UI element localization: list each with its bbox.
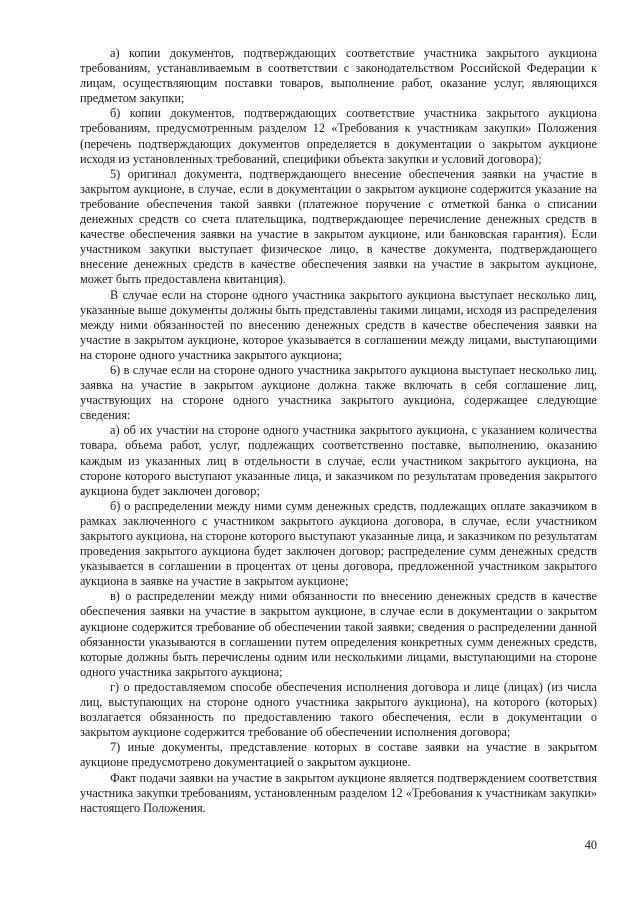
paragraph-item-b-payment-distribution: б) о распределении между ними сумм денежных средств, подлежащих оплате заказчиком в рамках заключенного с участником закрытого аукциона договора, в случае, если участником закрытого аукциона, на стороне которого выступают указанные лица, и заказчиком по результатам проведения закрытого аукциона будет заключен договор; распределение сумм денежных средств указывается в соглашении в процентах от цены договора, предложенной участником закрытого аукциона в заявке на участие в закрытом аукционе;	[80, 498, 597, 589]
paragraph-item-b-copies-section-12: б) копии документов, подтверждающих соответствие участника закрытого аукциона требованиям, предусмотренным разделом 12 «Требования к участникам закупки» Положения (перечень подтверждающих документов определяется в документации о закрытом аукционе исходя из установленных требований, специфики объекта закупки и условий договора);	[80, 106, 597, 166]
paragraph-submission-fact: Факт подачи заявки на участие в закрытом аукционе является подтверждением соответствия участника закупки требованиям, установленным разделом 12 «Требования к участникам закупки» настоящего Положения.	[80, 770, 597, 815]
paragraph-multiple-persons-documents: В случае если на стороне одного участника закрытого аукциона выступает несколько лиц, указанные выше документы должны быть представлены такими лицами, исходя из распределения между ними обязанностей по внесению денежных средств в качестве обеспечения заявки на участие в закрытом аукционе, которое указывается в соглашении между лицами, выступающими на стороне одного участника закрытого аукциона;	[80, 287, 597, 362]
paragraph-item-v-security-distribution: в) о распределении между ними обязанности по внесению денежных средств в качестве обеспечения заявки на участие в закрытом аукционе, в случае если в документации о закрытом аукционе содержится требование об обеспечении такой заявки; сведения о распределении данной обязанности указываются в соглашении путем определения конкретных сумм денежных средств, которые должны быть перечислены одним или несколькими лицами, выступающими на стороне одного участника закрытого аукциона;	[80, 589, 597, 679]
paragraph-item-5-security-document: 5) оригинал документа, подтверждающего внесение обеспечения заявки на участие в закрытом аукционе, в случае, если в документации о закрытом аукционе содержится указание на требование обеспечения такой заявки (платежное поручение с отметкой банка о списании денежных средств со счета плательщика, подтверждающее перечисление денежных средств в качестве обеспечения заявки на участие в закрытом аукционе, или банковская гарантия). Если участником закупки выступает физическое лицо, в качестве документа, подтверждающего внесение денежных средств в качестве обеспечения заявки на участие в закрытом аукционе, может быть предоставлена квитанция).	[80, 166, 597, 287]
paragraph-item-7-other-documents: 7) иные документы, представление которых в составе заявки на участие в закрытом аукционе предусмотрено документацией о закрытом аукционе.	[80, 740, 597, 770]
paragraph-item-6-agreement: 6) в случае если на стороне одного участника закрытого аукциона выступает несколько лиц, заявка на участие в закрытом аукционе должна также включать в себя соглашение лиц, участвующих на стороне одного участника закрытого аукциона, содержащее следующие сведения:	[80, 362, 597, 423]
paragraph-item-a-copies-requirements: а) копии документов, подтверждающих соответствие участника закрытого аукциона требованиям, устанавливаемым в соответствии с законодательством Российской Федерации к лицам, осуществляющим поставки товаров, выполнение работ, оказание услуг, являющихся предметом закупки;	[80, 46, 597, 106]
paragraph-item-g-contract-security: г) о предоставляемом способе обеспечения исполнения договора и лице (лицах) (из числа лиц, выступающих на стороне одного участника закрытого аукциона), на которого (которых) возлагается обязанность по предоставлению такого обеспечения, если в документации о закрытом аукционе содержится требование об обеспечении исполнения договора;	[80, 679, 597, 740]
page-number: 40	[584, 838, 597, 852]
body-text	[80, 46, 597, 816]
paragraph-item-a-participation: а) об их участии на стороне одного участника закрытого аукциона, с указанием количества товара, объема работ, услуг, подлежащих соответственно поставке, выполнению, оказанию каждым из указанных лиц в отдельности в случае, если участником закрытого аукциона, на стороне которого выступают указанные лица, и заказчиком по результатам проведения закрытого аукциона будет заключен договор;	[80, 423, 597, 498]
